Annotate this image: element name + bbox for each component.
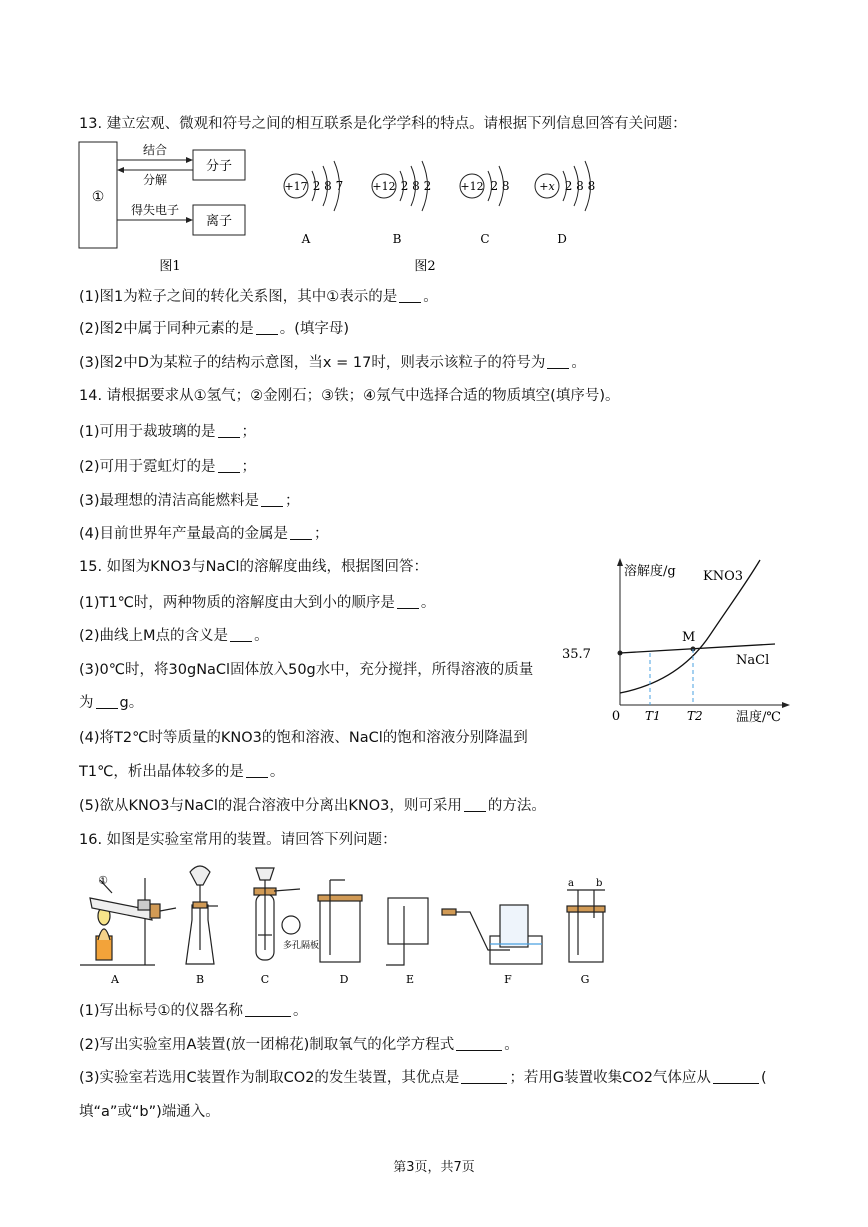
q16-p3-cont: 填“a”或“b”)端通入。 bbox=[79, 1104, 220, 1120]
label-kno3: KNO3 bbox=[703, 569, 744, 584]
apparatus-a bbox=[80, 878, 176, 965]
atom-b-label: B bbox=[392, 232, 402, 246]
chart-xlabel: 温度/℃ bbox=[736, 710, 781, 725]
atom-a-label: A bbox=[301, 232, 311, 246]
fig1-center-label: ① bbox=[91, 189, 105, 205]
atom-c-nucleus: +12 bbox=[460, 180, 484, 193]
apparatus-port-a: a bbox=[568, 878, 574, 889]
apparatus-label-c: C bbox=[260, 973, 270, 986]
fig1-ion-label: 离子 bbox=[205, 214, 233, 229]
atom-b-shells: 2 8 2 bbox=[400, 179, 432, 193]
label-t1: T1 bbox=[645, 709, 661, 723]
q15-p3-cont: 为 g。 bbox=[79, 695, 144, 711]
atom-b-nucleus: +12 bbox=[372, 180, 396, 193]
chart-origin: 0 bbox=[611, 709, 621, 724]
label-t2: T2 bbox=[687, 709, 703, 723]
q14-p3: (3)最理想的清洁高能燃料是 ； bbox=[79, 493, 300, 509]
q16-stem: 16. 如图是实验室常用的装置。请回答下列问题： bbox=[79, 832, 397, 848]
atom-a-shells: 2 8 7 bbox=[312, 179, 344, 193]
apparatus-label-b: B bbox=[195, 973, 205, 986]
chart-y-mark: 35.7 bbox=[562, 647, 591, 662]
apparatus-g bbox=[567, 890, 605, 962]
apparatus-port-b: b bbox=[596, 878, 603, 889]
q14-p1: (1)可用于裁玻璃的是 ； bbox=[79, 424, 257, 440]
fig1-combine-label: 结合 bbox=[142, 143, 168, 157]
chart-ylabel: 溶解度/g bbox=[624, 564, 676, 579]
page-footer: 第3页，共7页 bbox=[393, 1160, 475, 1175]
fig1-molecule-label: 分子 bbox=[205, 159, 233, 174]
q15-p2: (2)曲线上M点的含义是 。 bbox=[79, 628, 269, 644]
atom-d-shells: 2 8 8 bbox=[564, 179, 596, 193]
q15-p4: (4)将T2℃时等质量的KNO3的饱和溶液、NaCl的饱和溶液分别降温到 bbox=[79, 730, 528, 746]
apparatus-plate-label: 多孔隔板 bbox=[283, 941, 320, 951]
fig1-caption: 图1 bbox=[159, 259, 181, 274]
apparatus-label-d: D bbox=[339, 973, 349, 986]
q16-p2: (2)写出实验室用A装置(放一团棉花)制取氧气的化学方程式 。 bbox=[79, 1037, 519, 1053]
q15-p4-cont: T1℃，析出晶体较多的是 。 bbox=[79, 764, 285, 780]
q14-p4: (4)目前世界年产量最高的金属是 ； bbox=[79, 526, 329, 542]
q15-stem: 15. 如图为KNO3与NaCl的溶解度曲线，根据图回答： bbox=[79, 559, 429, 575]
apparatus-label-f: F bbox=[504, 973, 512, 986]
atom-c-label: C bbox=[480, 232, 490, 246]
fig2-caption: 图2 bbox=[414, 259, 436, 274]
q15-p1: (1)T1℃时，两种物质的溶解度由大到小的顺序是 。 bbox=[79, 595, 436, 611]
atom-c-shells: 2 8 bbox=[490, 179, 510, 193]
apparatus-label-e: E bbox=[405, 973, 415, 986]
q13-p3: (3)图2中D为某粒子的结构示意图，当x = 17时，则表示该粒子的符号为 。 bbox=[79, 355, 586, 371]
fig1-decompose-label: 分解 bbox=[142, 173, 168, 187]
apparatus-e bbox=[386, 898, 428, 965]
apparatus-label-a: A bbox=[111, 973, 119, 986]
atom-d-label: D bbox=[557, 232, 567, 246]
q16-p3: (3)实验室若选用C装置作为制取CO2的发生装置，其优点是 ；若用G装置收集CO2气体应从 ( bbox=[79, 1070, 767, 1086]
q14-stem: 14. 请根据要求从①氢气；②金刚石；③铁；④氖气中选择合适的物质填空(填序号)。 bbox=[79, 388, 620, 404]
apparatus-f bbox=[442, 905, 542, 964]
fig1-gainlose-label: 得失电子 bbox=[130, 203, 180, 217]
atom-a-nucleus: +17 bbox=[284, 180, 308, 193]
apparatus-b bbox=[186, 866, 218, 964]
q15-p5: (5)欲从KNO3与NaCl的混合溶液中分离出KNO3，则可采用 的方法。 bbox=[79, 798, 546, 814]
atom-d-nucleus: +x bbox=[539, 180, 555, 193]
apparatus-label-g: G bbox=[580, 973, 590, 986]
label-nacl: NaCl bbox=[736, 653, 770, 668]
q13-p1: (1)图1为粒子之间的转化关系图，其中①表示的是 。 bbox=[79, 289, 438, 305]
q15-p3: (3)0℃时，将30gNaCl固体放入50g水中，充分搅拌，所得溶液的质量 bbox=[79, 662, 534, 678]
apparatus-marker: ① bbox=[98, 874, 108, 887]
q16-p1: (1)写出标号①的仪器名称 。 bbox=[79, 1003, 308, 1019]
apparatus-d bbox=[318, 880, 362, 962]
q13-stem: 13. 建立宏观、微观和符号之间的相互联系是化学学科的特点。请根据下列信息回答有关问题： bbox=[79, 116, 687, 132]
q14-p2: (2)可用于霓虹灯的是 ； bbox=[79, 459, 257, 475]
q13-p2: (2)图2中属于同种元素的是 。(填字母) bbox=[79, 321, 350, 337]
label-m: M bbox=[682, 630, 696, 645]
